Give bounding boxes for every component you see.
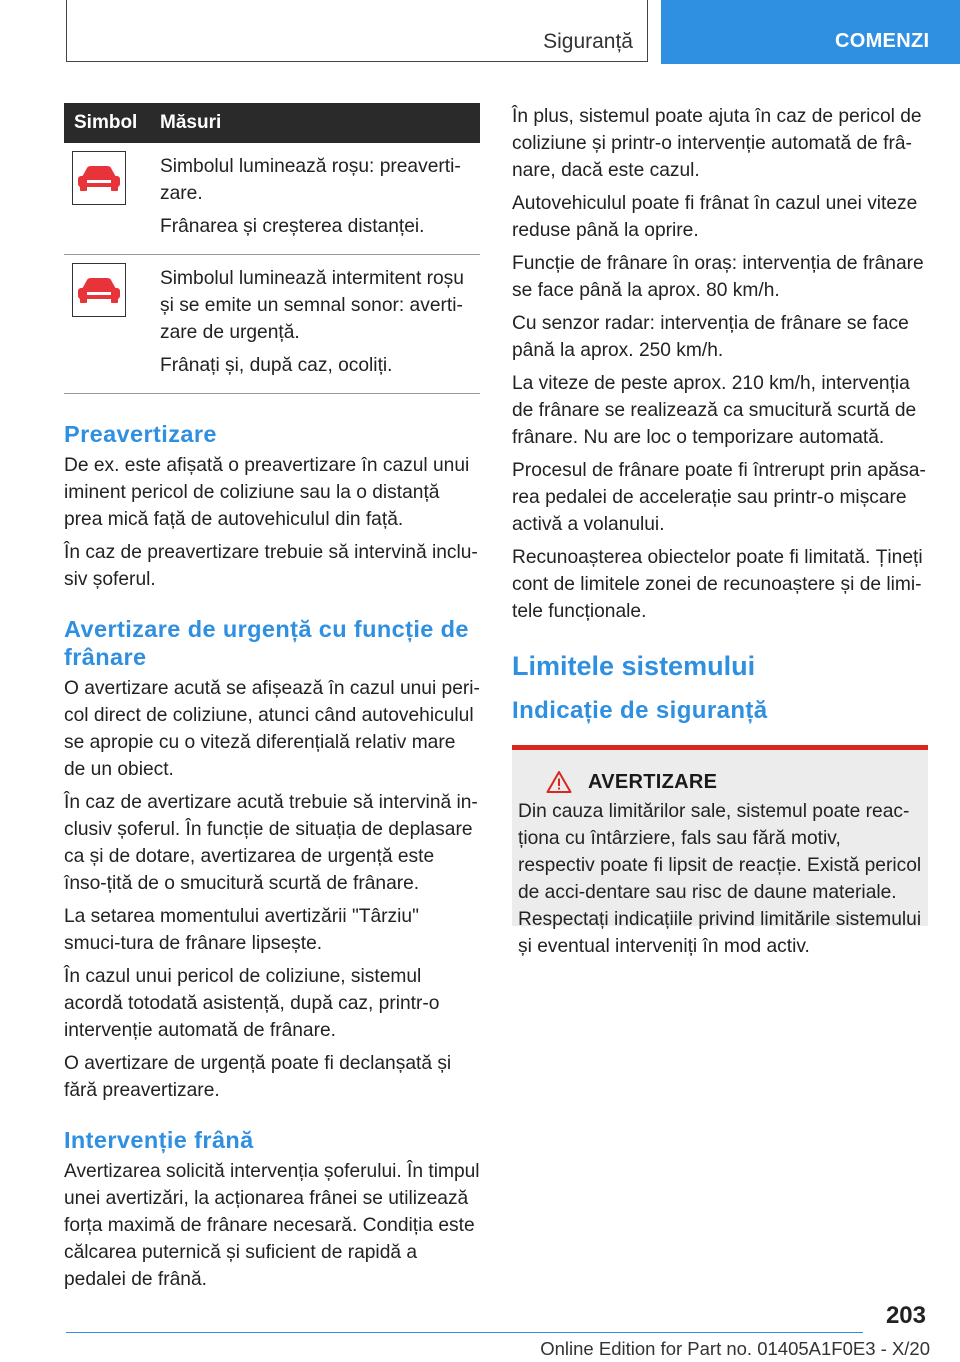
table-cell-measures [160,255,480,394]
header-section-box [66,0,648,62]
warning-header [518,770,922,794]
table-header-symbol: Simbol [64,103,160,143]
table-text: Frânarea și creșterea distanței. [160,216,425,237]
header-chapter-tab[interactable] [661,0,960,64]
warning-text: Din cauza limitărilor sale, sistemul poate reac-ționa cu întârziere, fals sau fără motiv, respectiv poate fi lipsit de reacție. Există pericol de acci-dentare sau risc de daune materiale. Respectați indicațiile privind limitările sistemului și eventual interveniți în mod activ. [518,801,922,957]
paragraph: În caz de preavertizare trebuie să intervină inclu-siv șoferul. [64,542,478,590]
footer-edition: Online Edition for Part no. 01405A1F0E3 - X/20 [540,1338,930,1359]
table-cell-symbol [64,143,160,255]
heading-limitele-sistemului: Limitele sistemului [512,651,756,681]
table-row [64,255,480,394]
header-chapter-title: COMENZI [835,30,930,52]
paragraph: La setarea momentului avertizării "Târziu" smuci-tura de frânare lipsește. [64,906,419,954]
warning-title: AVERTIZARE [588,770,718,793]
paragraph: În plus, sistemul poate ajuta în caz de pericol de coliziune și printr-o intervenție automată de frâ-nare, dacă este cazul. [512,106,922,181]
heading-preavertizare: Preavertizare [64,421,217,447]
table-cell-measures [160,143,480,255]
footer-divider [66,1332,863,1333]
heading-avertizare-urgenta: Avertizare de urgență cu funcție de frânare [64,616,469,670]
warning-triangle-icon [546,770,572,794]
paragraph: În cazul unui pericol de coliziune, sistemul acordă totodată asistență, după caz, printr-o intervenție automată de frânare. [64,966,440,1041]
paragraph: O avertizare acută se afișează în cazul unui peri-col direct de coliziune, atunci când autovehiculul se apropie cu o viteză diferențială relativ mare de un obiect. [64,678,480,780]
paragraph: În caz de avertizare acută trebuie să intervină in-clusiv șoferul. În funcție de situația de deplasare ca și de dotare, avertizarea de urgență este înso-țită de o smucitură scurtă de frânare. [64,792,478,894]
symbol-table [64,103,480,394]
paragraph: Recunoașterea obiectelor poate fi limitată. Țineți cont de limitele zonei de recunoaștere și de limi-tele funcționale. [512,547,923,622]
page-number: 203 [885,1302,926,1329]
paragraph: O avertizare de urgență poate fi declanșată și fără preavertizare. [64,1053,452,1101]
table-text: Simbolul luminează intermitent roșu și se emite un semnal sonor: averti-zare de urgență. [160,268,464,343]
table-header-measures: Măsuri [160,103,480,143]
paragraph: Funcție de frânare în oraș: intervenția de frânare se face până la aprox. 80 km/h. [512,253,924,301]
header-section-title: Siguranță [543,30,633,53]
heading-indicatie-siguranta: Indicație de siguranță [512,697,768,724]
paragraph: Procesul de frânare poate fi întrerupt prin apăsa-rea pedalei de accelerație sau printr-o mișcare activă a volanului. [512,460,926,535]
car-collision-icon [72,263,126,317]
table-header-row [64,103,480,143]
right-column [512,103,928,957]
heading-interventie-frana: Intervenție frână [64,1127,254,1153]
warning-box [512,745,928,957]
left-column [64,103,480,1299]
paragraph: Avertizarea solicită intervenția șoferului. În timpul unei avertizări, la acționarea frânei se utilizează forța maximă de frânare necesară. Condiția este călcarea puternică și suficient de rapidă a pedalei de frână. [64,1161,480,1290]
table-row [64,143,480,255]
paragraph: De ex. este afișată o preavertizare în cazul unui iminent pericol de coliziune sau la o distanță prea mică față de autovehiculul din față. [64,455,470,530]
paragraph: Autovehiculul poate fi frânat în cazul unei viteze reduse până la oprire. [512,193,918,241]
paragraph: La viteze de peste aprox. 210 km/h, intervenția de frânare se realizează ca smucitură scurtă de frânare. Nu are loc o temporizare automată. [512,373,917,448]
car-collision-icon [72,151,126,205]
paragraph: Cu senzor radar: intervenția de frânare se face până la aprox. 250 km/h. [512,313,909,361]
table-text: Simbolul luminează roșu: preaverti-zare. [160,156,461,204]
table-cell-symbol [64,255,160,394]
table-text: Frânați și, după caz, ocoliți. [160,355,393,376]
